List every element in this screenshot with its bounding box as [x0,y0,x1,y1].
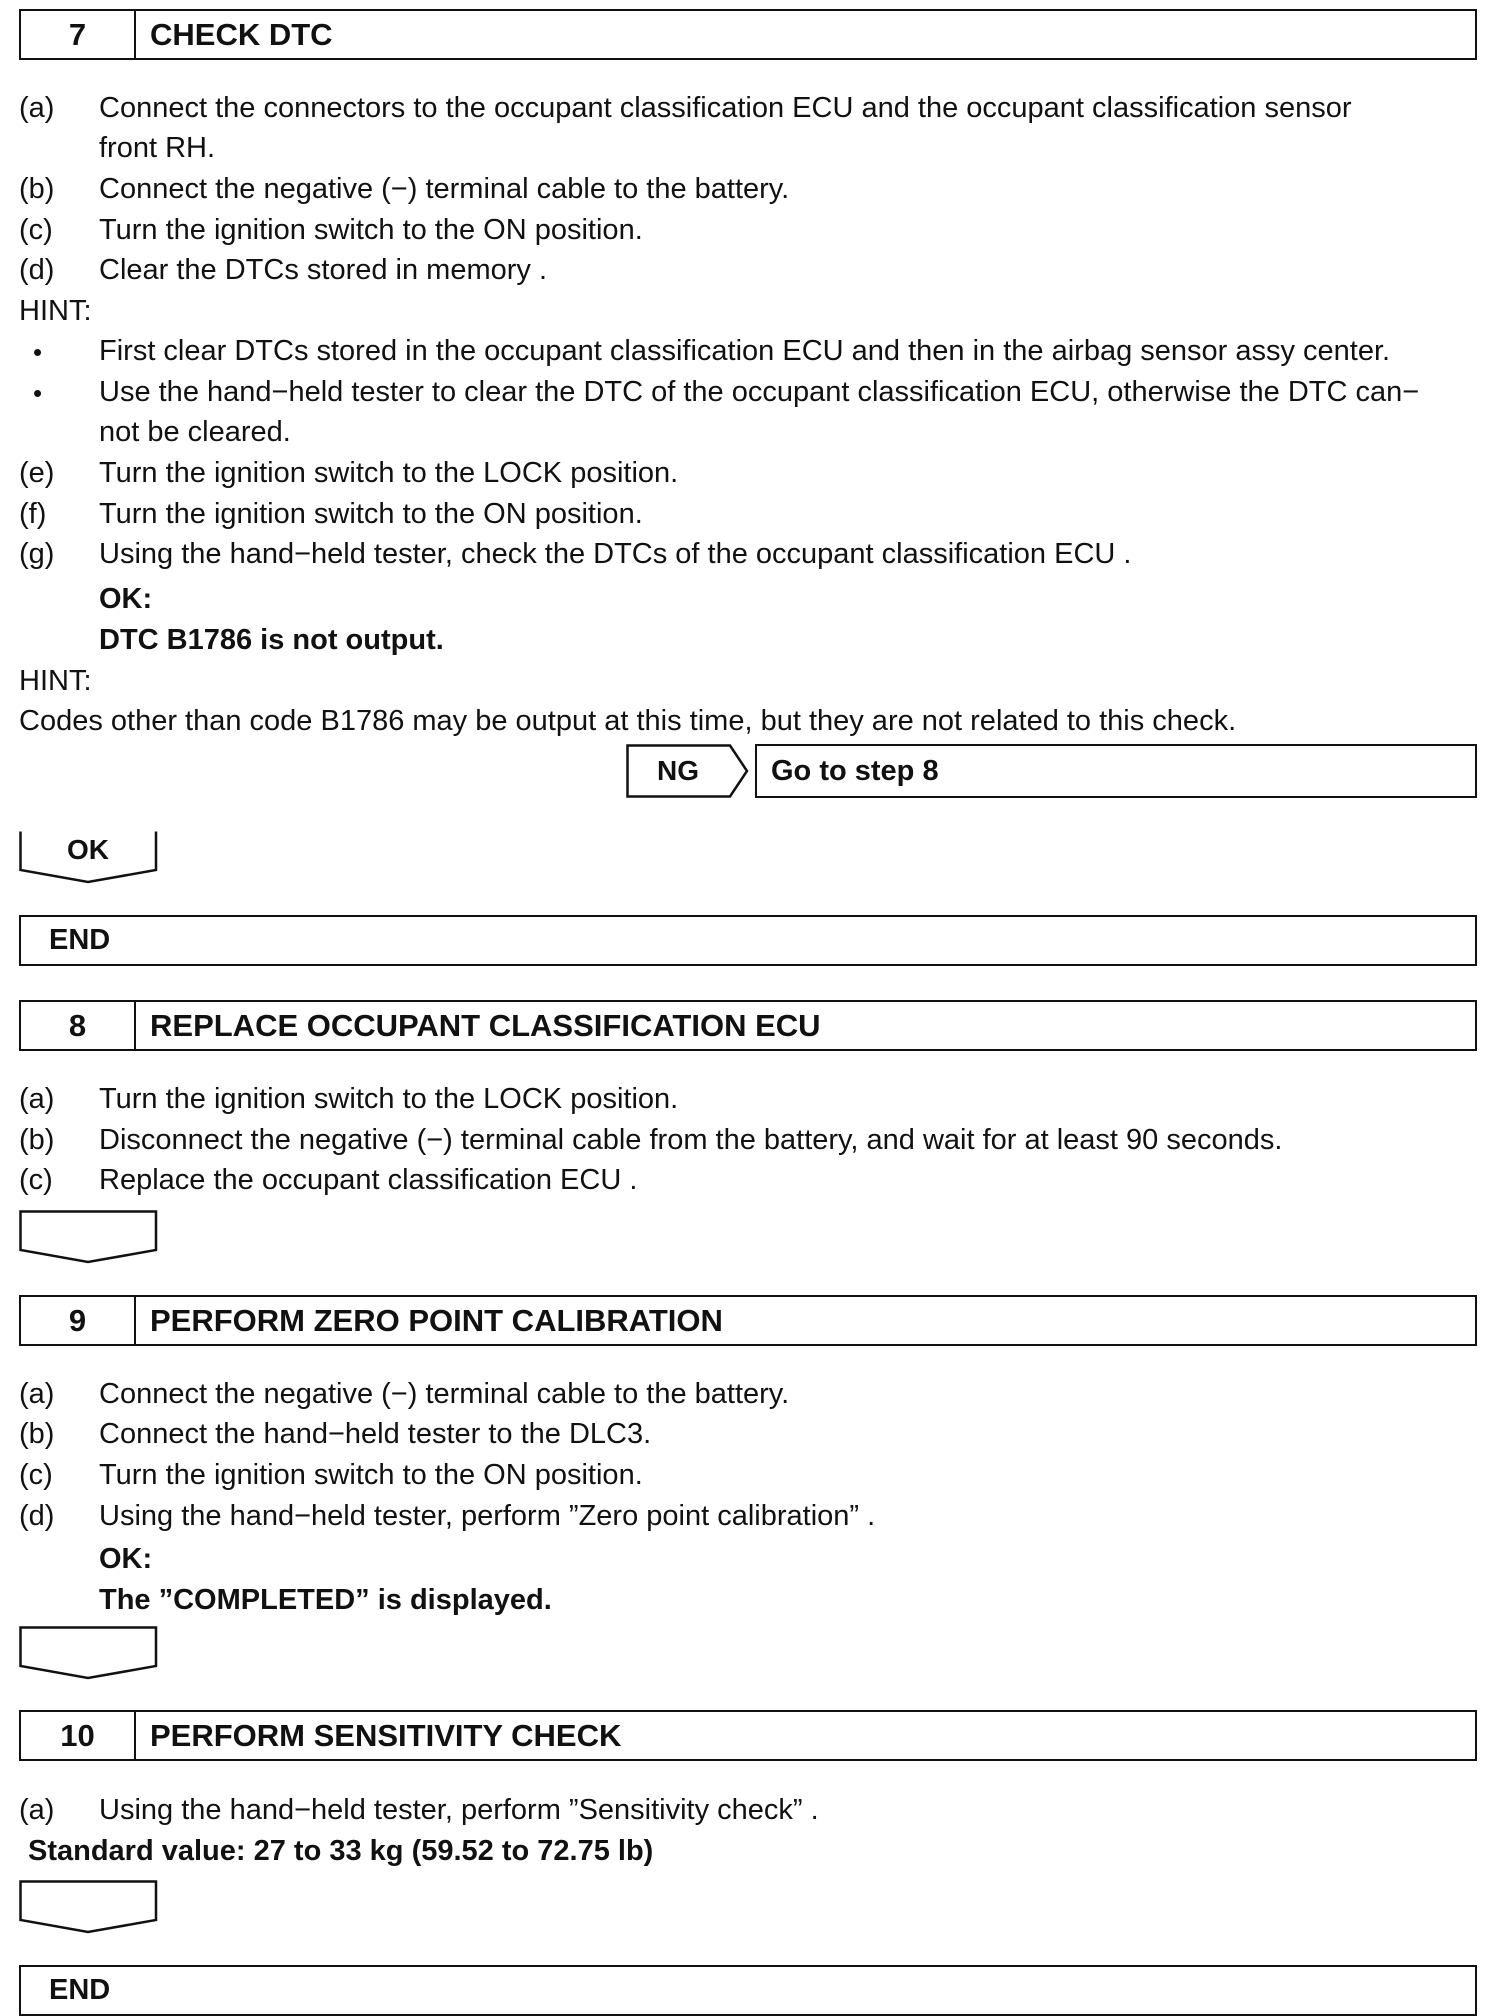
bullet-text: Use the hand−held tester to clear the DTC of the occupant classification ECU, otherwise the DTC can− [99,376,1420,408]
down-arrow-icon [19,1626,159,1680]
item-text: Turn the ignition switch to the ON position. [99,214,643,246]
item-text: Connect the negative (−) terminal cable to the battery. [99,173,790,205]
step-title: REPLACE OCCUPANT CLASSIFICATION ECU [150,1007,821,1043]
flow-arrow [19,1626,159,1680]
down-arrow-icon [19,1210,159,1264]
item-text: Clear the DTCs stored in memory . [99,254,548,286]
item-text: Turn the ignition switch to the LOCK position. [99,457,679,489]
item-label: (a) [19,1794,55,1826]
item-text: Connect the connectors to the occupant classification ECU and the occupant classification sensor [99,92,1352,124]
item-label: (d) [19,254,55,286]
item-label: (b) [19,173,55,205]
item-text: Connect the hand−held tester to the DLC3. [99,1418,652,1450]
ng-label: NG [657,755,699,786]
item-label: (f) [19,498,47,530]
item-text: Using the hand−held tester, perform ”Sensitivity check” . [99,1794,819,1826]
ok-label: OK: [99,583,153,615]
step-8-header [19,1000,1477,1051]
flow-arrow [19,1880,159,1934]
step-9-header [19,1295,1477,1346]
ok-label: OK: [99,1543,153,1575]
item-label: (g) [19,538,55,570]
down-arrow-icon [19,1880,159,1934]
item-text: Using the hand−held tester, perform ”Zero point calibration” . [99,1500,876,1532]
step-number: 10 [21,1712,136,1759]
item-text: Turn the ignition switch to the ON position. [99,498,643,530]
step-title: PERFORM ZERO POINT CALIBRATION [150,1302,723,1338]
item-text: Disconnect the negative (−) terminal cable from the battery, and wait for at least 90 seconds. [99,1124,1283,1156]
end-box: END [19,1965,1477,2016]
item-text: Turn the ignition switch to the ON position. [99,1459,643,1491]
item-text: Using the hand−held tester, check the DTCs of the occupant classification ECU . [99,538,1132,570]
bullet-text: not be cleared. [99,416,291,448]
flow-arrow [19,1210,159,1264]
step-number: 8 [21,1002,136,1049]
end-box: END [19,915,1477,966]
item-label: (c) [19,214,53,246]
goto-step-box: Go to step 8 [755,744,1477,798]
step-number: 7 [21,11,136,58]
item-label: (a) [19,92,55,124]
item-text: Replace the occupant classification ECU . [99,1164,638,1196]
bullet-icon: • [33,378,43,408]
ok-criteria: DTC B1786 is not output. [99,624,444,656]
hint-label: HINT: [19,295,92,327]
step-7-header [19,9,1477,60]
item-label: (b) [19,1124,55,1156]
hint-text: Codes other than code B1786 may be output at this time, but they are not related to this check. [19,705,1237,737]
item-label: (d) [19,1500,55,1532]
item-label: (c) [19,1459,53,1491]
ok-arrow-label: OK [67,834,109,865]
ng-arrow [626,744,750,798]
step-title: PERFORM SENSITIVITY CHECK [150,1717,622,1753]
ok-criteria: The ”COMPLETED” is displayed. [99,1584,552,1616]
item-text: front RH. [99,132,216,164]
item-label: (c) [19,1164,53,1196]
standard-value: Standard value: 27 to 33 kg (59.52 to 72.75 lb) [28,1835,654,1867]
item-label: (e) [19,457,55,489]
item-text: Connect the negative (−) terminal cable to the battery. [99,1378,790,1410]
step-title: CHECK DTC [150,16,333,52]
item-label: (a) [19,1083,55,1115]
item-label: (b) [19,1418,55,1450]
item-text: Turn the ignition switch to the LOCK position. [99,1083,679,1115]
step-number: 9 [21,1297,136,1344]
ok-flow-arrow [19,830,159,884]
hint-label: HINT: [19,665,92,697]
step-10-header [19,1710,1477,1761]
bullet-icon: • [33,337,43,367]
bullet-text: First clear DTCs stored in the occupant classification ECU and then in the airbag sensor assy center. [99,335,1391,367]
item-label: (a) [19,1378,55,1410]
